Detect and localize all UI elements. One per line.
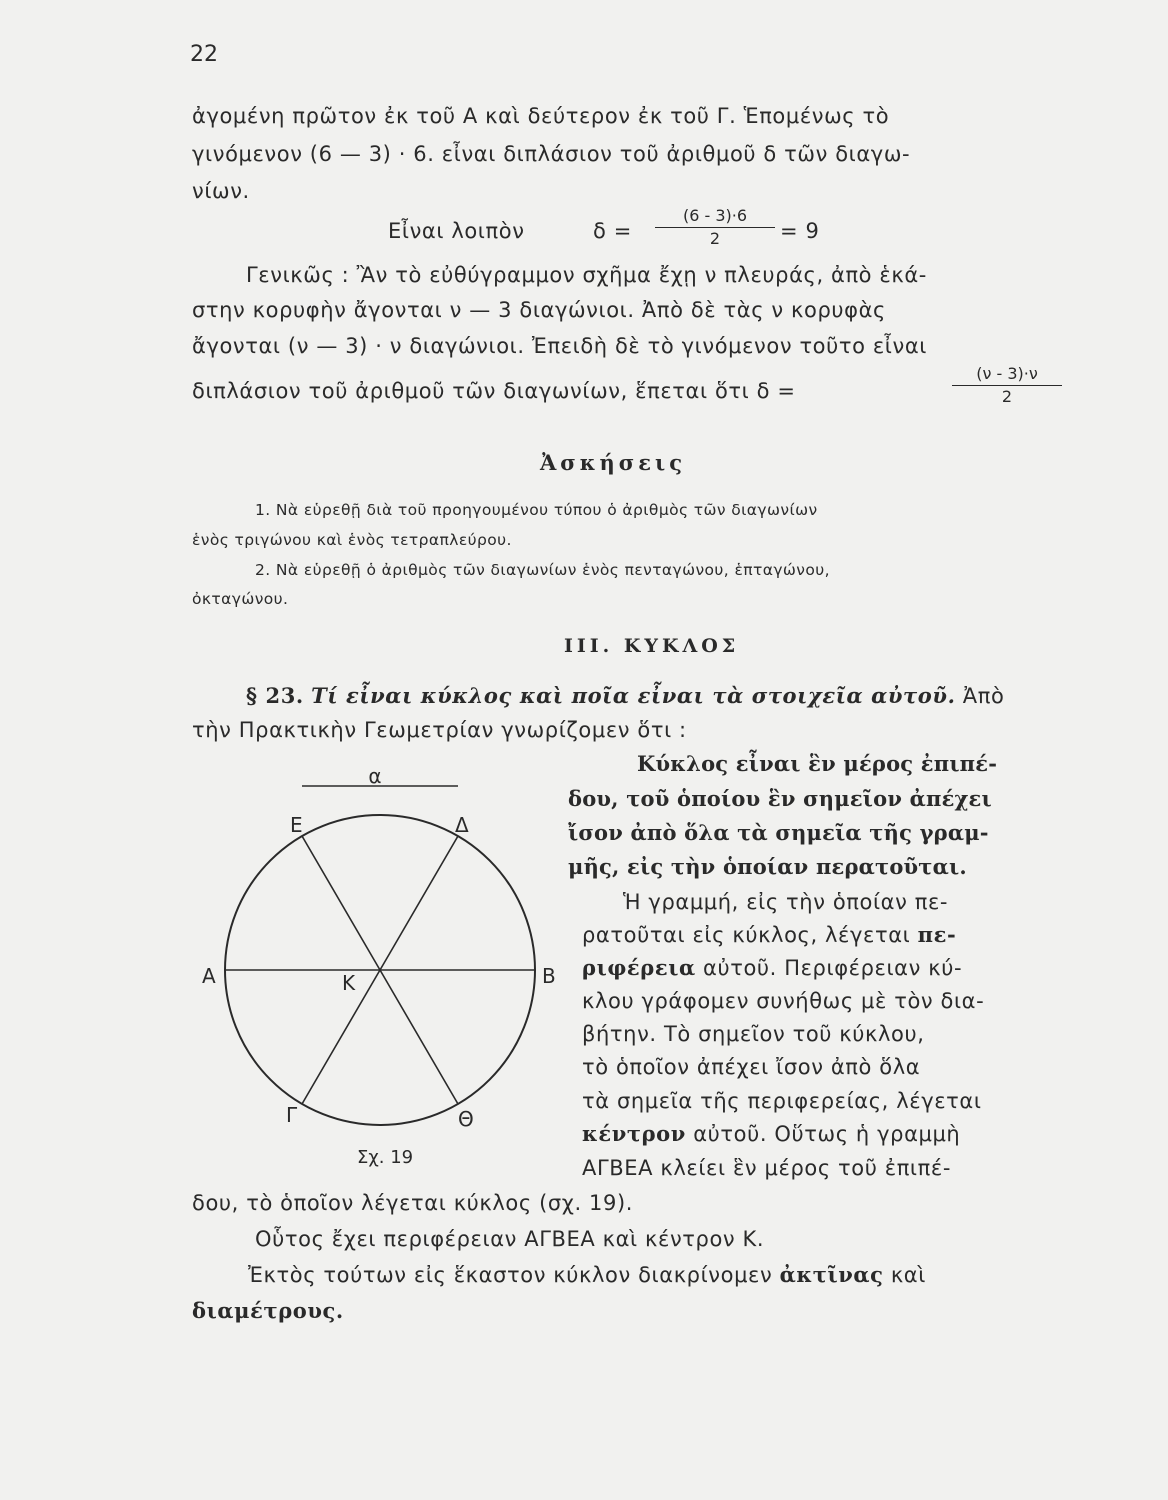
figure-caption: Σχ. 19 xyxy=(357,1147,414,1168)
right-line-3 xyxy=(582,955,962,981)
right-line-1: Ἡ γραμμή, εἰς τὴν ὁποίαν πε- xyxy=(623,890,949,914)
term-kentron: κέντρον xyxy=(582,1121,686,1146)
exercise-1-line-1: 1. Νὰ εὑρεθῇ διὰ τοῦ προηγουμένου τύπου ὁ ἀριθμὸς τῶν διαγωνίων xyxy=(255,501,818,519)
point-label-E: Ε xyxy=(290,813,303,837)
formula-lead: Εἶναι λοιπὸν xyxy=(388,219,525,243)
definition-line-4: μῆς, εἰς τὴν ὁποίαν περατοῦται. xyxy=(568,854,967,879)
general-line-3: ἄγονται (ν — 3) · ν διαγώνιοι. Ἐπειδὴ δὲ τὸ γινόμενον τοῦτο εἶναι xyxy=(192,334,927,358)
section-after: Ἀπὸ xyxy=(962,684,1005,708)
definition-line-1: Κύκλος εἶναι ἓν μέρος ἐπιπέ- xyxy=(637,751,998,776)
formula-fraction xyxy=(655,206,775,248)
right-line-3-text: αὐτοῦ. Περιφέρειαν κύ- xyxy=(703,956,963,980)
point-label-A: Α xyxy=(202,964,216,988)
section-number: § 23. xyxy=(246,683,304,708)
closing-line-3-end: καὶ xyxy=(890,1263,926,1287)
exercises-title: Ἀσκήσεις xyxy=(540,450,686,475)
general-line-2: στην κορυφὴν ἄγονται ν — 3 διαγώνιοι. Ἀπὸ δὲ τὰς ν κορυφὰς xyxy=(192,298,886,322)
circle-figure xyxy=(190,770,560,1150)
right-line-2-text: ρατοῦται εἰς κύκλος, λέγεται xyxy=(582,923,911,947)
section-heading xyxy=(246,683,1004,709)
intro-line-2: γινόμενον (6 — 3) · 6. εἶναι διπλάσιον τοῦ ἀριθμοῦ δ τῶν διαγω- xyxy=(192,142,911,166)
page-number: 22 xyxy=(190,42,218,67)
formula-lhs: δ = xyxy=(593,219,632,243)
intro-line-1: ἀγομένη πρῶτον ἐκ τοῦ Α καὶ δεύτερον ἐκ τοῦ Γ. Ἑπομένως τὸ xyxy=(192,104,890,128)
intro-line-3: νίων. xyxy=(192,179,250,203)
right-line-8 xyxy=(582,1121,960,1147)
right-line-9: ΑΓΒΕΑ κλείει ἓν μέρος τοῦ ἐπιπέ- xyxy=(582,1156,952,1180)
section-line-2: τὴν Πρακτικὴν Γεωμετρίαν γνωρίζομεν ὅτι : xyxy=(192,718,687,742)
closing-line-3 xyxy=(248,1262,926,1288)
definition-line-2: δου, τοῦ ὁποίου ἓν σημεῖον ἀπέχει xyxy=(568,786,992,811)
term-perifereia-start: πε- xyxy=(917,922,957,947)
closing-line-2: Οὗτος ἔχει περιφέρειαν ΑΓΒΕΑ καὶ κέντρον Κ. xyxy=(255,1227,765,1251)
definition-line-3: ἴσον ἀπὸ ὅλα τὰ σημεῖα τῆς γραμ- xyxy=(568,820,989,845)
fraction-bar xyxy=(952,385,1062,386)
general-line-4: διπλάσιον τοῦ ἀριθμοῦ τῶν διαγωνίων, ἕπεται ὅτι δ = xyxy=(192,379,796,403)
section-title: Τί εἶναι κύκλος καὶ ποῖα εἶναι τὰ στοιχεῖα αὐτοῦ. xyxy=(311,683,956,708)
term-perifereia-end: ριφέρεια xyxy=(582,955,696,980)
closing-line-1: δου, τὸ ὁποῖον λέγεται κύκλος (σχ. 19). xyxy=(192,1191,634,1215)
right-line-6: τὸ ὁποῖον ἀπέχει ἴσον ἀπὸ ὅλα xyxy=(582,1055,921,1079)
general-numerator: (ν - 3)·ν xyxy=(976,364,1038,383)
point-label-B: Β xyxy=(542,964,556,988)
exercise-2-line-1: 2. Νὰ εὑρεθῇ ὁ ἀριθμὸς τῶν διαγωνίων ἑνὸς πενταγώνου, ἑπταγώνου, xyxy=(255,561,830,579)
center-label-K: Κ xyxy=(342,971,356,995)
general-line-1: Γενικῶς : Ἂν τὸ εὐθύγραμμον σχῆμα ἔχῃ ν πλευράς, ἀπὸ ἑκά- xyxy=(246,263,927,287)
general-fraction xyxy=(952,364,1062,406)
right-line-8-text: αὐτοῦ. Οὕτως ἡ γραμμὴ xyxy=(693,1122,961,1146)
point-label-G: Γ xyxy=(286,1103,298,1127)
exercise-1-line-2: ἑνὸς τριγώνου καὶ ἑνὸς τετραπλεύρου. xyxy=(192,531,512,549)
chapter-title: III. ΚΥΚΛΟΣ xyxy=(564,635,740,657)
term-aktinas: ἀκτῖνας xyxy=(779,1262,884,1287)
right-line-7: τὰ σημεῖα τῆς περιφερείας, λέγεται xyxy=(582,1089,982,1113)
point-label-D: Δ xyxy=(455,813,469,837)
right-line-2 xyxy=(582,922,956,948)
point-label-TH: Θ xyxy=(458,1107,474,1131)
formula-result: = 9 xyxy=(780,219,820,243)
general-denominator: 2 xyxy=(1001,387,1013,406)
formula-numerator: (6 - 3)·6 xyxy=(682,206,748,225)
radius-label: α xyxy=(368,770,382,788)
right-line-5: βήτην. Τὸ σημεῖον τοῦ κύκλου, xyxy=(582,1022,925,1046)
closing-line-3-text: Ἐκτὸς τούτων εἰς ἕκαστον κύκλον διακρίνομεν xyxy=(248,1263,773,1287)
fraction-bar xyxy=(655,227,775,228)
term-diametrous: διαμέτρους. xyxy=(192,1298,344,1323)
exercise-2-line-2: ὀκταγώνου. xyxy=(192,590,289,608)
right-line-4: κλου γράφομεν συνήθως μὲ τὸν δια- xyxy=(582,989,985,1013)
formula-denominator: 2 xyxy=(709,229,721,248)
